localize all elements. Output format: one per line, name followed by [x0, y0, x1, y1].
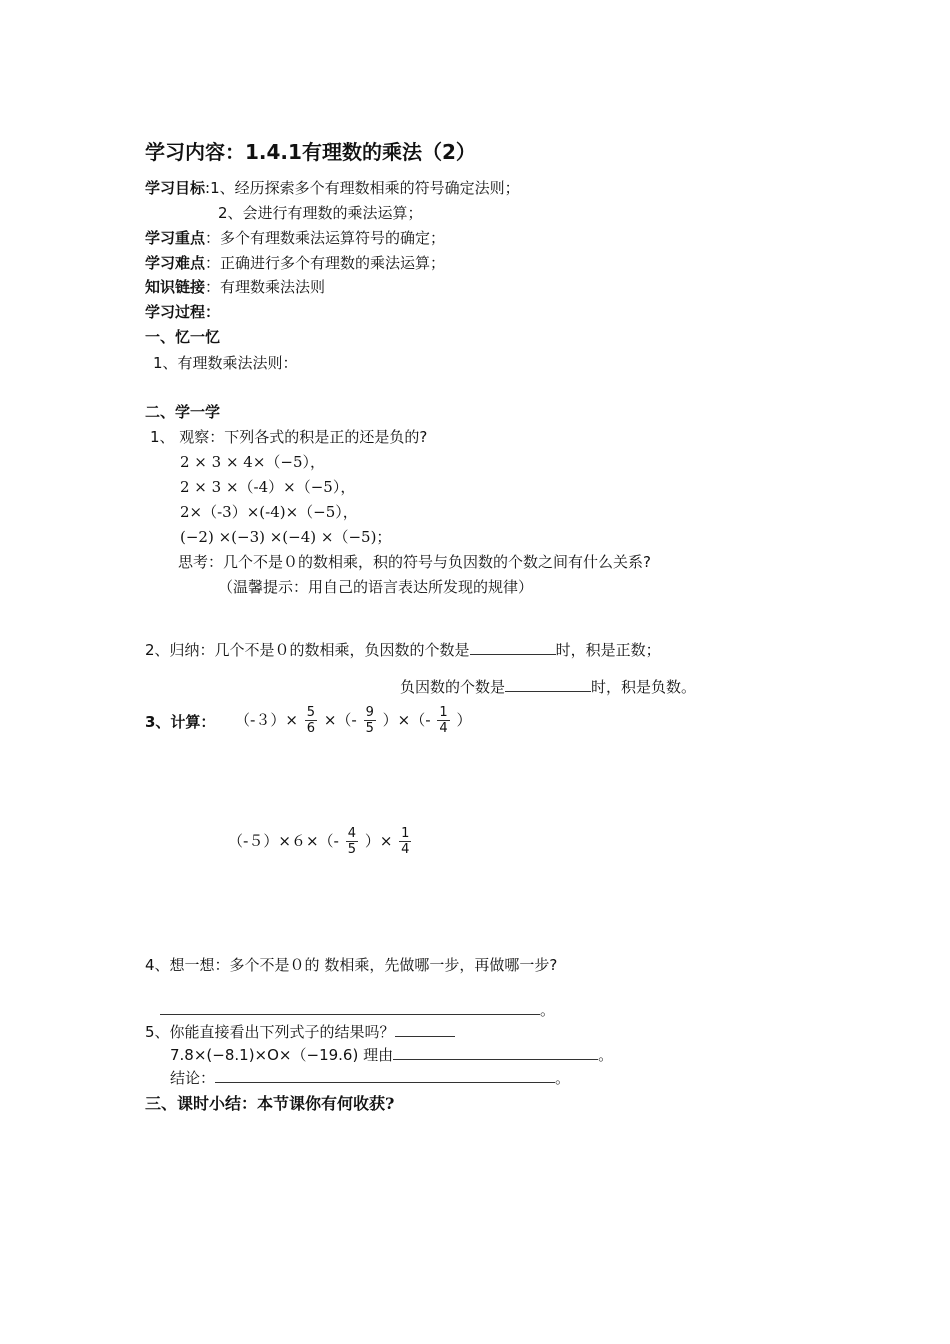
expression-2: 2 × 3 ×（-4）×（−5）， — [180, 478, 356, 496]
difficulty-label: 学习难点 — [145, 254, 206, 272]
summary-blank-1[interactable] — [470, 640, 556, 655]
expression-1: 2 × 3 × 4×（−5）， — [180, 453, 326, 471]
summary-b-post: 时，积是负数。 — [591, 678, 697, 696]
hint-text: （温馨提示：用自己的语言表达所发现的规律） — [218, 578, 534, 596]
key-point — [145, 228, 445, 248]
section-1-heading: 一、忆一忆 — [145, 328, 221, 346]
calc1-part-2: ×（- — [323, 711, 357, 729]
question-5-text: 5、你能直接看出下列式子的结果吗？ — [145, 1023, 395, 1041]
question-4-answer — [160, 1000, 555, 1020]
key-point-label: 学习重点 — [145, 229, 206, 247]
question-4: 4、想一想：多个不是０的 数相乘，先做哪一步，再做哪一步? — [145, 956, 558, 974]
knowledge-link — [145, 277, 325, 297]
calc2-part-2: ）× — [364, 832, 393, 850]
summary-b-pre: 负因数的个数是 — [400, 678, 506, 696]
expression-4: (−2) ×(−3) ×(−4) ×（−5)； — [180, 528, 392, 546]
question-5-blank[interactable] — [395, 1022, 455, 1037]
summary-line-a — [145, 640, 661, 660]
calc-expression-1 — [235, 700, 472, 740]
observe-question: 1、 观察：下列各式的积是正的还是负的? — [150, 428, 428, 446]
goals-item-1: :1、经历探索多个有理数相乘的符号确定法则； — [205, 179, 520, 197]
calc-expression-2 — [228, 821, 413, 861]
difficulty-text: ：正确进行多个有理数的乘法运算； — [205, 254, 446, 272]
expression-3: 2×（-3）×(-4)×（−5）， — [180, 503, 358, 521]
knowledge-link-text: ：有理数乘法法则 — [205, 278, 326, 296]
learning-goals — [145, 178, 520, 198]
summary-a-pre: 几个不是０的数相乘，负因数的个数是 — [214, 641, 470, 659]
question-5-expression — [170, 1045, 613, 1065]
question-4-blank[interactable] — [160, 1000, 540, 1015]
goals-label: 学习目标 — [145, 179, 206, 197]
fraction-1-4: $\frac{1}{4}$ — [439, 705, 448, 736]
summary-line-b — [400, 677, 696, 697]
section-2-heading: 二、学一学 — [145, 403, 221, 421]
fraction-4-5: $\frac{4}{5}$ — [347, 826, 357, 857]
calc1-part-3: ）×（- — [382, 711, 431, 729]
goals-item-2: 2、会进行有理数的乘法运算； — [218, 204, 423, 222]
key-point-text: ：多个有理数乘法运算符号的确定； — [205, 229, 446, 247]
question-5-conclusion — [170, 1068, 570, 1088]
fraction-9-5: $\frac{9}{5}$ — [365, 705, 374, 736]
reason-blank[interactable] — [393, 1045, 598, 1060]
fraction-1-4-b: $\frac{1}{4}$ — [401, 826, 410, 857]
section-3-heading: 三、课时小结：本节课你有何收获? — [145, 1094, 395, 1113]
knowledge-link-label: 知识链接 — [145, 278, 206, 296]
conclusion-label: 结论： — [170, 1069, 216, 1087]
summary-blank-2[interactable] — [505, 677, 591, 692]
calc1-part-4: ） — [456, 711, 472, 729]
question-4-end: 。 — [540, 1001, 556, 1019]
calc-label: 3、计算： — [145, 713, 216, 731]
section-1-item-1: 1、有理数乘法法则： — [153, 354, 298, 372]
calc2-part-1: （-５）×６×（- — [228, 832, 339, 850]
calc1-part-1: （-３）× — [235, 711, 298, 729]
think-question: 思考：几个不是０的数相乘，积的符号与负因数的个数之间有什么关系? — [178, 553, 651, 571]
question-5-expr-end: 。 — [598, 1046, 614, 1064]
process-label: 学习过程： — [145, 303, 221, 321]
question-5-expr-text: 7.8×(−8.1)×O×（−19.6) 理由 — [170, 1046, 394, 1064]
conclusion-blank[interactable] — [215, 1068, 555, 1083]
page-title: 学习内容：1.4.1有理数的乘法（2） — [145, 140, 476, 164]
conclusion-end: 。 — [555, 1069, 571, 1087]
summary-label: 2、归纳： — [145, 641, 215, 659]
fraction-5-6: $\frac{5}{6}$ — [306, 705, 316, 736]
difficulty — [145, 253, 445, 273]
question-5 — [145, 1022, 455, 1042]
summary-a-post: 时，积是正数； — [555, 641, 661, 659]
